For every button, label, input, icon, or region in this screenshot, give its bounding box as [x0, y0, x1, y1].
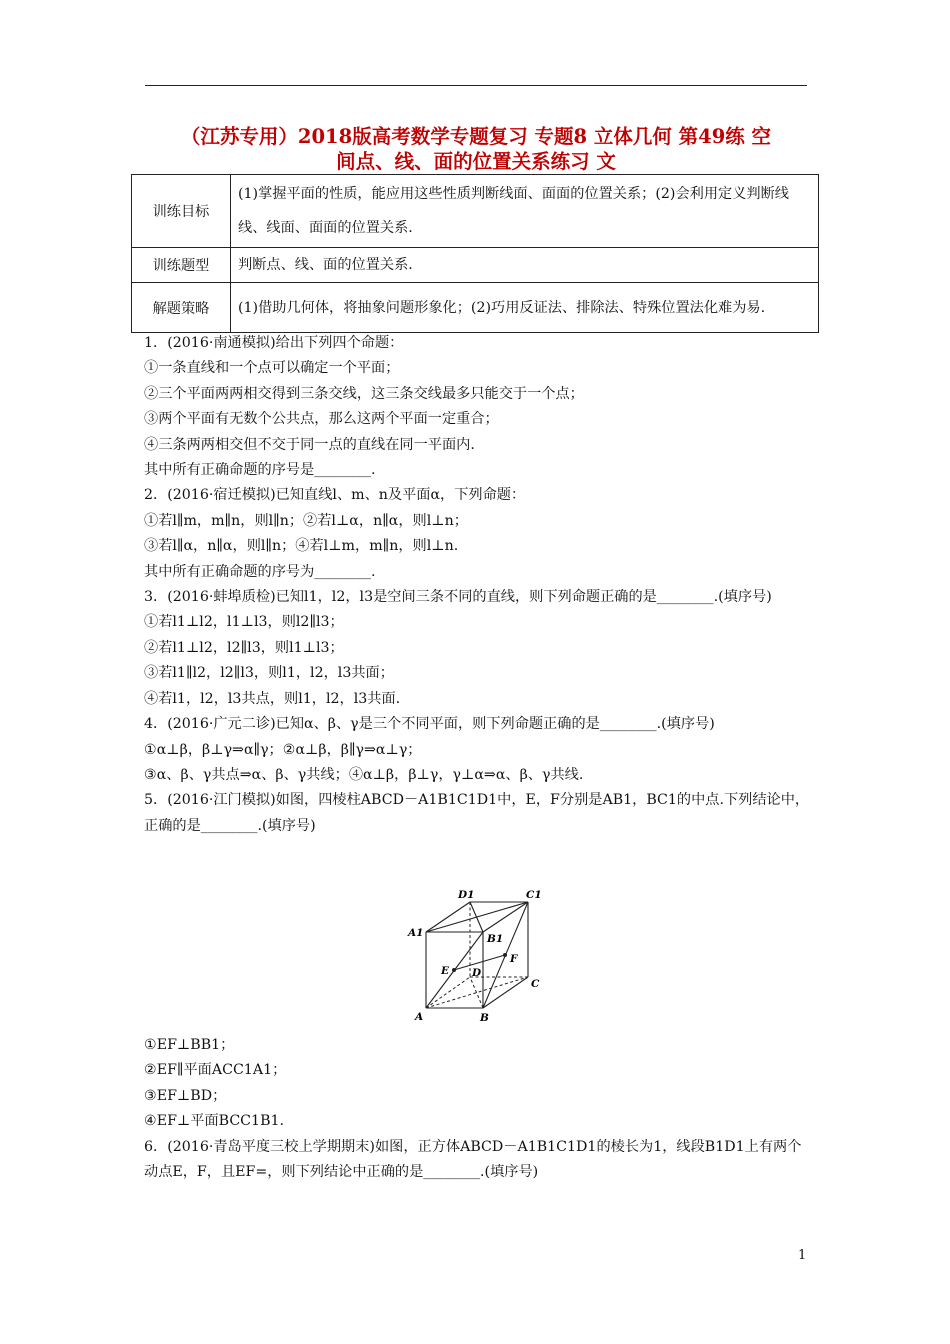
text-line: 其中所有正确命题的序号是________.: [144, 462, 376, 479]
table-value: 判断点、线、面的位置关系.: [231, 248, 819, 283]
text-line: ①α⊥β，β⊥γ⇒α∥γ；②α⊥β，β∥γ⇒α⊥γ；: [144, 741, 422, 758]
text-line: ③EF⊥BD；: [144, 1087, 227, 1104]
text-line: ①一条直线和一个点可以确定一个平面；: [144, 360, 400, 377]
label-c: C: [531, 978, 540, 990]
text-line: ①若l∥m，m∥n，则l∥n；②若l⊥α，n∥α，则l⊥n；: [144, 512, 468, 529]
text-line: 5．(2016·江门模拟)如图，四棱柱ABCD－A1B1C1D1中，E，F分别是AB1，BC1的中点.下列结论中，正确的是________.(填序号): [144, 792, 810, 834]
text-line: ③两个平面有无数个公共点，那么这两个平面一定重合；: [144, 411, 499, 428]
point-f-marker: [503, 953, 507, 957]
prism-figure: [403, 884, 553, 1026]
text-line: ②若l1⊥l2，l2∥l3，则l1⊥l3；: [144, 639, 344, 656]
label-c1: C1: [526, 889, 542, 901]
label-b: B: [480, 1012, 489, 1024]
label-d1: D1: [458, 889, 475, 901]
text-line: 6．(2016·青岛平度三校上学期期末)如图，正方体ABCD－A1B1C1D1的棱长为1，线段B1D1上有两个动点E，F，且EF=，则下列结论中正确的是________.(填序号): [144, 1138, 802, 1181]
goals-table: [131, 174, 819, 333]
text-line: ①EF⊥BB1；: [144, 1037, 235, 1053]
text-line: ③若l∥α，n∥α，则l∥n；④若l⊥m，m∥n，则l⊥n.: [144, 538, 459, 555]
label-f: F: [510, 953, 518, 965]
text-line: 其中所有正确命题的序号为________.: [144, 563, 376, 580]
label-a: A: [415, 1011, 424, 1023]
text-line: ②EF∥平面ACC1A1；: [144, 1062, 287, 1079]
label-d: D: [472, 967, 482, 979]
text-line: ③若l1∥l2，l2∥l3，则l1，l2，l3共面；: [144, 665, 394, 682]
label-a1: A1: [408, 927, 424, 939]
page-title: [140, 124, 812, 174]
text-line: ③α、β、γ共点⇒α、β、γ共线；④α⊥β，β⊥γ，γ⊥α⇒α、β、γ共线.: [144, 766, 584, 783]
page-number: 1: [798, 1248, 807, 1263]
table-value: (1)掌握平面的性质，能应用这些性质判断线面、面面的位置关系；(2)会利用定义判断线线、线面、面面的位置关系.: [231, 175, 819, 248]
table-key: 训练题型: [132, 248, 231, 283]
text-line: 3．(2016·蚌埠质检)已知l1，l2，l3是空间三条不同的直线，则下列命题正确的是________.(填序号): [144, 589, 772, 606]
text-line: ④若l1，l2，l3共点，则l1，l2，l3共面.: [144, 690, 401, 707]
label-e: E: [441, 965, 450, 977]
problems-section-2: [144, 1033, 814, 1185]
text-line: 2．(2016·宿迁模拟)已知直线l、m、n及平面α，下列命题：: [144, 487, 526, 504]
text-line: 4．(2016·广元二诊)已知α、β、γ是三个不同平面，则下列命题正确的是________.(填序号): [144, 716, 715, 733]
header-rule: [145, 85, 807, 86]
table-value: (1)借助几何体，将抽象问题形象化；(2)巧用反证法、排除法、特殊位置法化难为易.: [231, 283, 819, 333]
text-line: ④EF⊥平面BCC1B1.: [144, 1113, 285, 1130]
title-line-1: （江苏专用）2018版高考数学专题复习 专题8 立体几何 第49练 空: [180, 125, 772, 148]
point-e-marker: [452, 968, 456, 972]
label-b1: B1: [487, 933, 504, 945]
text-line: ②三个平面两两相交得到三条交线，这三条交线最多只能交于一个点；: [144, 385, 584, 402]
text-line: ④三条两两相交但不交于同一点的直线在同一平面内.: [144, 436, 475, 453]
title-line-2: 间点、线、面的位置关系练习 文: [336, 150, 616, 173]
text-line: ①若l1⊥l2，l1⊥l3，则l2∥l3；: [144, 614, 344, 631]
table-key: 解题策略: [132, 283, 231, 333]
text-line: 1．(2016·南通模拟)给出下列四个命题：: [144, 335, 404, 351]
problems-section: [144, 331, 814, 839]
table-key: 训练目标: [132, 175, 231, 248]
